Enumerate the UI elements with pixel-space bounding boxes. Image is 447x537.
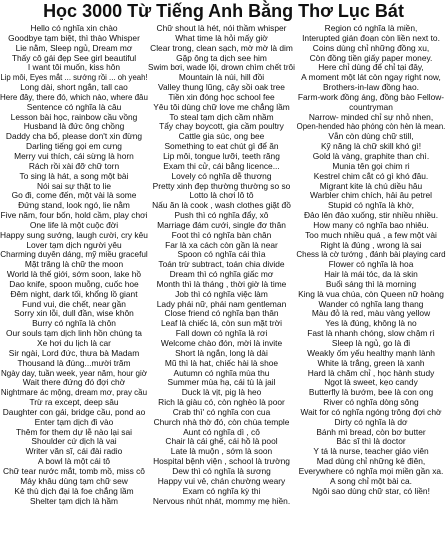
- poem-line: Còn đồng tiền giấy paper money.: [309, 53, 433, 63]
- poem-line: Ngày day, tuần week, year năm, hour giờ: [0, 368, 148, 378]
- poem-line: Lotto là chơi lô tô: [189, 191, 254, 201]
- poem-line: Hello có nghĩa xin chào: [30, 24, 118, 33]
- poem-line: Wait for có nghĩa ngóng trông đợi chờ: [300, 407, 442, 417]
- poem-line: Exam thi cử, cái bằng licence...: [163, 161, 280, 171]
- poem-line: Happy vui vẻ, chán chường weary: [157, 476, 286, 486]
- poem-line: Wait there đứng đó đợi chờ: [22, 378, 126, 388]
- poem-line: Gặp ông ta dịch see him: [176, 53, 267, 63]
- poem-line: Daughter con gái, bridge cầu, pond ao: [2, 407, 146, 417]
- poem-line: Yes là đúng, không là no: [325, 319, 417, 329]
- poem-line: Happy sung sướng, laugh cười, cry kêu: [0, 230, 148, 240]
- poem-line: Dream thì có nghĩa giấc mơ: [169, 270, 274, 280]
- poem-line: Bác sĩ thì là doctor: [336, 437, 406, 447]
- poem-line: Y tá là nurse, teacher giáo viên: [313, 447, 429, 457]
- poem-line: Daddy cha bố, please don't xin đừng: [5, 132, 143, 142]
- poem-line: Mountain là núi, hill đồi: [178, 73, 265, 83]
- poem-line: Coins dùng chỉ những đồng xu,: [312, 43, 430, 53]
- poem-line: Duck là vịt, pig là heo: [181, 388, 262, 398]
- poem-line: Something to eat chút gì để ăn: [164, 142, 279, 152]
- poem-line: Warbler chim chích, hải âu petrel: [309, 191, 433, 201]
- poem-line: Thousand là đúng...mười trăm: [17, 358, 131, 368]
- poem-line: Interupted gián đoạn còn liền next to.: [302, 33, 440, 43]
- poem-line: King là vua chúa, còn Queen nữ hoàng: [298, 289, 444, 299]
- poem-line: Chess là cờ tướng , đánh bài playing card: [296, 250, 446, 260]
- poem-line: countryman: [349, 102, 393, 112]
- poem-line: Hospital bệnh viện , school là trường: [153, 457, 290, 467]
- poem-line: Mặt trăng là chữ the moon: [24, 260, 124, 270]
- poem-line: Hard là chăm chỉ , học hành study: [307, 368, 435, 378]
- poem-line: Dew thì có nghĩa là sương: [172, 466, 271, 476]
- poem-line: Lip môi, tongue lưỡi, teeth răng: [163, 151, 280, 161]
- poem-line: Shoulder cứ dịch là vai: [31, 437, 117, 447]
- poem-line: Flower có nghĩa là hoa: [328, 260, 414, 270]
- poem-line: Trừ ra except, deep sâu: [29, 398, 119, 408]
- poem-line: Đảo lên đảo xuống, stir nhiều nhiều.: [303, 211, 439, 221]
- poem-line: Foot thì có nghĩa bàn chân: [171, 230, 272, 240]
- poem-line: Lover tạm dịch người yêu: [26, 240, 122, 250]
- poem-line: Gold là vàng, graphite than chì.: [312, 151, 430, 161]
- poem-line: Late là muộn , sớm là soon: [170, 447, 273, 457]
- poem-line: Ngọt là sweet, kẹo candy: [324, 378, 418, 388]
- poem-line: World là thế giới, sớm soon, lake hồ: [6, 270, 142, 280]
- poem-line: A moment một lát còn ngay right now,: [301, 73, 441, 83]
- poem-line: Máy khâu dùng tạm chữ sew: [20, 476, 128, 486]
- poem-line: Sorry xin lỗi, dull đần, wise khôn: [14, 309, 134, 319]
- poem-line: Swim bơi, wade lội, drown chìm chết trôi: [148, 63, 295, 73]
- poem-line: Dirty có nghĩa là dơ: [334, 417, 408, 427]
- poem-line: Goodbye tạm biệt, thì thào Whisper: [8, 33, 140, 43]
- poem-line: Our souls tạm dịch linh hồn chúng ta: [6, 329, 142, 339]
- poem-line: What time là hỏi mấy giờ: [175, 33, 268, 43]
- poem-line: Bánh mì bread, còn bơ butter: [316, 427, 426, 437]
- poem-line: Sentence có nghĩa là câu: [26, 102, 122, 112]
- poem-line: Nấu ăn là cook , wash clothes giặt đồ: [152, 201, 291, 211]
- poem-line: Nervous nhút nhát, mommy mẹ hiền.: [152, 496, 291, 506]
- poem-line: Butterfly là bướm, bee là con ong: [308, 388, 434, 398]
- poem-column-2: [148, 24, 295, 536]
- poem-column-3: [295, 24, 447, 536]
- poem-line: Yêu tôi dùng chữ love me chẳng lầm: [153, 102, 290, 112]
- poem-line: Fund vui, die chết, near gần: [22, 299, 126, 309]
- poem-line: Fast là nhanh chóng, slow chậm rì: [307, 329, 435, 339]
- poem-line: Darling tiếng gọi em cưng: [26, 142, 122, 152]
- poem-line: Summer mùa hạ, cái tù là jail: [167, 378, 276, 388]
- poem-line: Xe hơi du lịch là car: [37, 339, 111, 348]
- poem-line: Kẻ thù dịch đại là foe chẳng lầm: [14, 486, 134, 496]
- poem-line: Church nhà thờ đó, còn chùa temple: [153, 417, 290, 427]
- poem-line: Push thì có nghĩa đẩy, xô: [174, 211, 269, 221]
- poem-line: Hair là mái tóc, da là skin: [324, 270, 418, 280]
- page-title: Học 3000 Từ Tiếng Anh Bằng Thơ Lục Bát: [43, 1, 404, 21]
- poem-line: Shelter tạm dịch là hầm: [30, 496, 118, 506]
- poem-line: How many có nghĩa bao nhiêu.: [313, 220, 429, 230]
- poem-line: Far là xa cách còn gần là near: [165, 240, 278, 250]
- poem-line: Long dài, short ngắn, tall cao: [20, 83, 128, 93]
- poem-line: Here đây, there đó, which nào, where đâu: [0, 92, 148, 102]
- poem-line: To sing là hát, a song một bài: [19, 171, 129, 181]
- poem-line: Chair là cái ghế, cái hồ là pool: [165, 437, 278, 447]
- poem-line: Nightmare ác mộng, dream mơ, pray cầu: [0, 388, 148, 398]
- poem-line: Munia tên gọi chim ri: [332, 161, 410, 171]
- poem-line: Aunt có nghĩa dì , cô: [183, 427, 260, 437]
- poem-line: Vẫn còn dùng chữ still,: [328, 132, 414, 142]
- poem-line: A bowl là một cái tô: [37, 457, 111, 467]
- poem-line: Narrow- minded chỉ sự nhỏ nhen,: [308, 112, 434, 122]
- poem-line: Job thì có nghĩa việc làm: [175, 289, 268, 299]
- poem-line: Thêm for them dự lễ nào lại sai: [16, 427, 132, 437]
- poem-line: Đêm night, dark tối, khổng lồ giant: [10, 289, 138, 299]
- poem-line: Lie nằm, Sleep ngủ, Dream mơ: [15, 43, 133, 53]
- poem-line: Lip môi, Eyes mắt ... sướng rồi ... oh yeah!: [0, 73, 148, 83]
- poem-line: Five năm, four bốn, hold cầm, play chơi: [0, 211, 148, 221]
- poem-line: One life là một cuộc đời: [29, 220, 119, 230]
- poem-line: Here chỉ dùng để chỉ tại đây,: [318, 63, 424, 73]
- poem-line: Tiền xin đóng học school fee: [168, 92, 275, 102]
- poem-line: A song chỉ một bài ca.: [330, 476, 412, 486]
- poem-line: River có nghĩa dòng sông: [323, 398, 419, 408]
- poem-line: Brothers-in-law đồng hao.: [323, 83, 419, 93]
- poem-line: Stupid có nghĩa là khờ,: [327, 201, 415, 211]
- poem-line: Sleep là ngủ, go là đi: [331, 339, 411, 348]
- poem-line: Rich là giàu có, còn nghèo là poor: [158, 398, 285, 408]
- poem-line: Burry có nghĩa là chôn: [32, 319, 116, 329]
- poem-line: Right là đúng , wrong là sai: [320, 240, 422, 250]
- poem-line: Mũ thì là hat, chiếc hài là shoe: [164, 358, 279, 368]
- poem-line: Buổi sáng thì là morning: [325, 279, 417, 289]
- poem-line: Lovely có nghĩa dễ thương: [171, 171, 272, 181]
- poem-line: Husband là đức ông chồng: [23, 122, 125, 132]
- poem-line: Month thì là tháng , thời giờ là time: [156, 279, 287, 289]
- poem-line: Wander có nghĩa lang thang: [318, 299, 424, 309]
- poem-line: Valley thung lũng, cây sồi oak tree: [158, 83, 285, 93]
- poem-line: Weakly ốm yếu healthy mạnh lành: [307, 348, 435, 358]
- poem-line: Everywhere có nghĩa mọi miền gần xa.: [298, 466, 444, 476]
- poem-line: Crab thì' có nghĩa con cua: [172, 407, 271, 417]
- poem-line: Toán trừ subtract, toán chia divide: [158, 260, 285, 270]
- poem-line: Writer văn sĩ, cái đài radio: [25, 447, 123, 457]
- poem-line: Nói sai sự thật to lie: [36, 181, 112, 191]
- poem-line: Rách rồi xài đỡ chữ torn: [28, 161, 120, 171]
- poem-line: Lady phái nữ, phái nam gentleman: [156, 299, 287, 309]
- poem-line: Leaf là chiếc lá, còn sun mặt trời: [161, 319, 282, 329]
- poem-line: Close friend có nghĩa bạn thân: [164, 309, 279, 319]
- poem-line: Sir ngài, Lord đức, thưa bà Madam: [8, 348, 140, 358]
- poem-line: Merry vui thích, cái sừng là horn: [14, 151, 134, 161]
- poem-line: Too much nhiều quá , a few một vài: [305, 230, 437, 240]
- poem-line: Autumn có nghĩa mùa thu: [173, 368, 270, 378]
- poem-line: Go đi, come đến, một vài là some: [11, 191, 137, 201]
- poem-line: Dao knife, spoon muỗng, cuốc hoe: [9, 279, 139, 289]
- poem-line: Thấy cô gái đẹp See girl beautiful: [11, 53, 137, 63]
- poem-line: Lesson bài học, rainbow cầu vồng: [10, 112, 138, 122]
- poem-line: To steal tạm dịch cầm nhầm: [169, 112, 274, 122]
- poem-line: Short là ngắn, long là dài: [175, 348, 268, 358]
- poem-line: Chữ shout là hét, nói thầm whisper: [156, 24, 287, 33]
- poem-line: Mad dùng chỉ những kẻ điên,: [316, 457, 426, 467]
- poem-line: Welcome chào đón, mời là invite: [160, 339, 283, 348]
- poem-line: Chữ tear nước mắt, tomb mồ, miss cô: [3, 466, 145, 476]
- poem-line: Exam có nghĩa kỳ thi: [182, 486, 261, 496]
- poem-line: Farm-work đồng áng, đồng bào Fellow-: [297, 92, 445, 102]
- poem-line: Enter tạm dịch đi vào: [34, 417, 114, 427]
- poem-line: I want tôi muốn, kiss hôn: [27, 63, 121, 73]
- poem-line: Kỹ năng là chữ skill khó gì!: [320, 142, 422, 152]
- poem-line: Open-hended hào phóng còn hèn là mean.: [296, 122, 446, 132]
- poem-line: Tẩy chay boycott, gia cầm poultry: [159, 122, 284, 132]
- poem-line: Migrant kite là chú diều hâu: [319, 181, 423, 191]
- poem-line: Màu đỏ là red, màu vàng yellow: [311, 309, 431, 319]
- poem-line: Pretty xinh đẹp thường thường so so: [152, 181, 291, 191]
- poem-line: Đứng stand, look ngó, lie nằm: [18, 201, 130, 211]
- poem-line: Charming duyên dáng, mỹ miều graceful: [0, 250, 148, 260]
- poem-column-1: [0, 24, 148, 536]
- poem-line: Fall down có nghĩa là rơi: [175, 329, 268, 339]
- poem-line: Marriage đám cưới, single đơ thân: [157, 220, 286, 230]
- poem-line: Cattle gia súc, ong bee: [178, 132, 265, 142]
- poem-line: Region có nghĩa là miền,: [324, 24, 418, 33]
- poem-line: Ngôi sao dùng chữ star, có liền!: [312, 486, 430, 496]
- poem-line: Spoon có nghĩa cái thìa: [177, 250, 266, 260]
- poem-line: Kestrel chim cắt có gì khó đâu.: [313, 171, 429, 181]
- poem-line: Clear trong, clean sạch, mờ mờ là dim: [150, 43, 293, 53]
- poem-line: White là trắng, green là xanh: [317, 358, 425, 368]
